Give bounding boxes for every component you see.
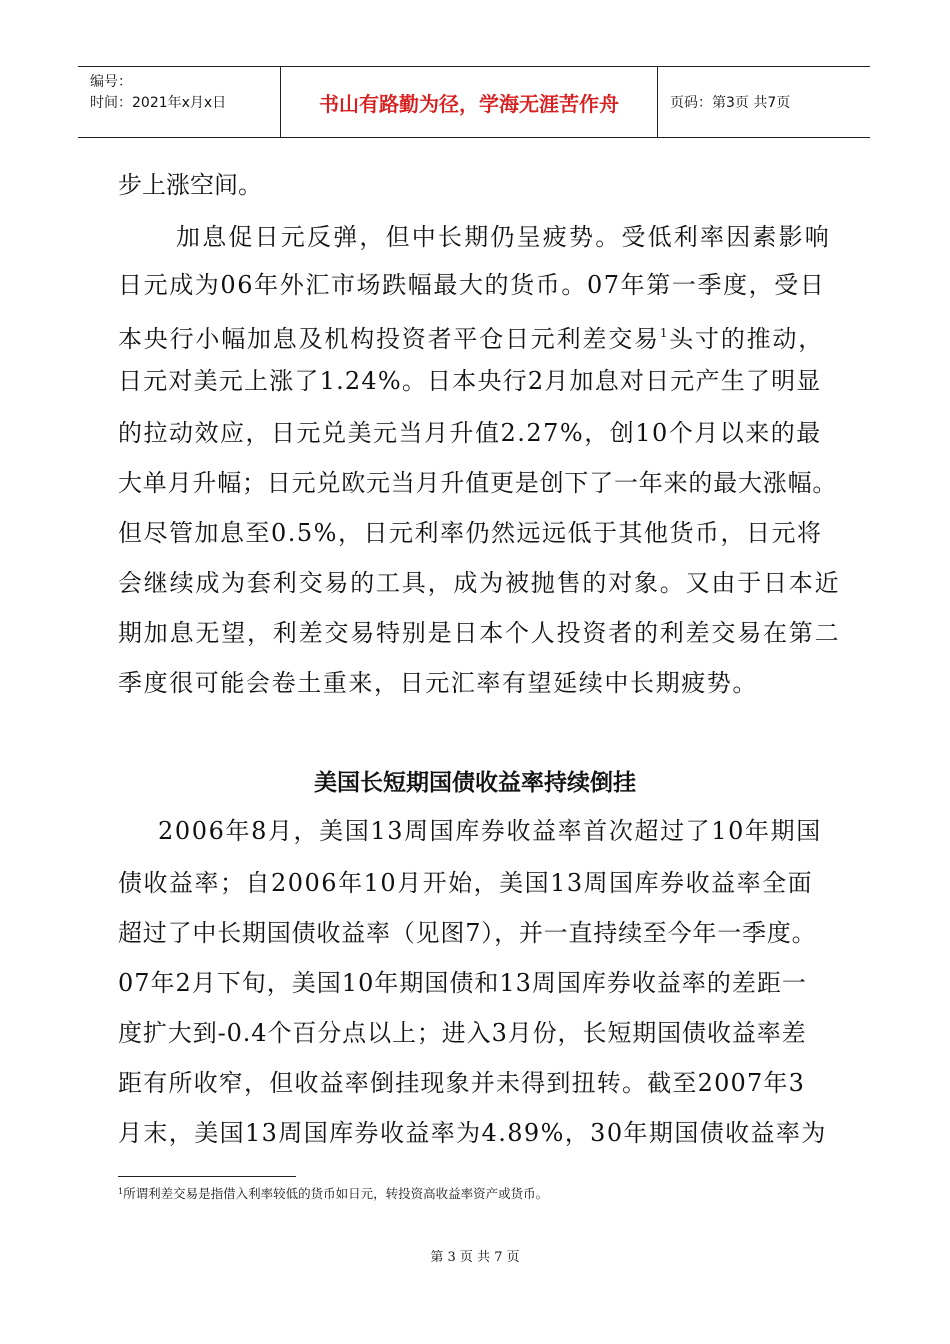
body-line: 距有所收窄，但收益率倒挂现象并未得到扭转。截至2007年3 — [118, 1069, 806, 1097]
time-label: 时间：2021年x月x日 — [90, 95, 227, 111]
number-label: 编号： — [90, 74, 132, 90]
body-text: 本央行小幅加息及机构投资者平仓日元利差交易 — [118, 325, 660, 353]
footnote-text: 所谓利差交易是指借入利率较低的货币如日元，转投资高收益率资产或货币。 — [123, 1186, 549, 1201]
header-page-info: 页码：第3页 共7页 — [670, 95, 791, 111]
header-meta-cell — [78, 67, 281, 137]
footnote-ref[interactable]: 1 — [659, 326, 670, 340]
footnote — [118, 1184, 548, 1202]
footnote-divider — [118, 1176, 296, 1177]
body-line: 超过了中长期国债收益率（见图7），并一直持续至今年一季度。 — [118, 919, 817, 947]
body-line: 的拉动效应，日元兑美元当月升值2.27%，创10个月以来的最 — [118, 419, 822, 447]
body-line: 日元对美元上涨了1.24%。日本央行2月加息对日元产生了明显 — [118, 367, 822, 395]
body-line: 07年2月下旬，美国10年期国债和13周国库券收益率的差距一 — [118, 969, 807, 997]
body-text: 头寸的推动， — [669, 325, 825, 353]
document-header — [78, 66, 870, 138]
body-line: 大单月升幅；日元兑欧元当月升值更是创下了一年来的最大涨幅。 — [118, 469, 838, 497]
body-line: 会继续成为套利交易的工具，成为被抛售的对象。又由于日本近 — [118, 569, 841, 597]
body-line: 债收益率；自2006年10月开始，美国13周国库券收益率全面 — [118, 869, 814, 897]
body-line: 度扩大到-0.4个百分点以上；进入3月份，长短期国债收益率差 — [118, 1019, 807, 1047]
body-line: 2006年8月，美国13周国库券收益率首次超过了10年期国 — [158, 817, 822, 845]
page-footer: 第 3 页 共 7 页 — [430, 1250, 520, 1265]
body-line: 日元成为06年外汇市场跌幅最大的货币。07年第一季度，受日 — [118, 271, 826, 299]
body-line: 加息促日元反弹，但中长期仍呈疲势。受低利率因素影响 — [176, 223, 831, 251]
section-heading: 美国长短期国债收益率持续倒挂 — [314, 770, 636, 796]
header-motto: 书山有路勤为径，学海无涯苦作舟 — [281, 67, 658, 137]
body-line-with-footnote — [118, 318, 824, 354]
footnote-marker: 1 — [118, 1187, 124, 1196]
body-line: 季度很可能会卷土重来，日元汇率有望延续中长期疲势。 — [118, 669, 758, 697]
body-line: 但尽管加息至0.5%，日元利率仍然远远低于其他货币，日元将 — [118, 519, 823, 547]
body-line: 期加息无望，利差交易特别是日本个人投资者的利差交易在第二 — [118, 619, 841, 647]
body-line: 月末，美国13周国库券收益率为4.89%，30年期国债收益率为 — [118, 1119, 827, 1147]
body-line: 步上涨空间。 — [118, 171, 262, 199]
